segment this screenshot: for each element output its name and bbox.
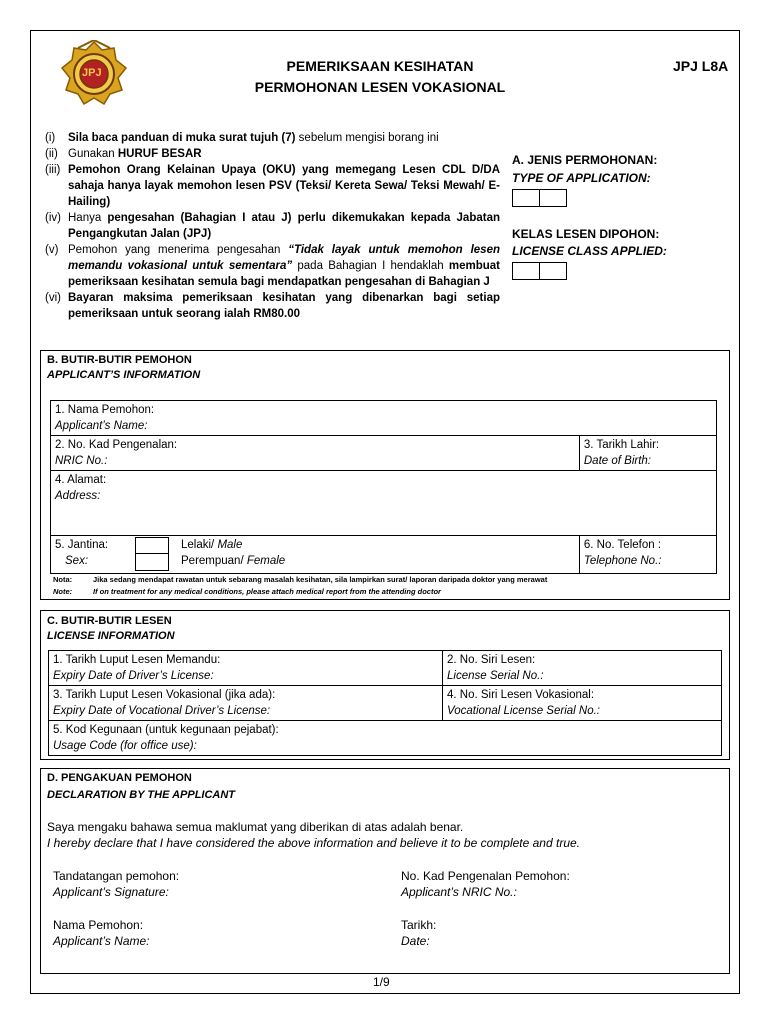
sex-label-en: Sex: [65, 555, 89, 567]
license-info-table [48, 650, 722, 756]
instruction-item [45, 242, 500, 290]
declaration-name-label: Nama Pemohon: [53, 918, 144, 932]
license-expiry-label: 1. Tarikh Luput Lesen Memandu: [53, 654, 221, 666]
instruction-text: Sila baca panduan di muka surat tujuh (7) sebelum mengisi borang ini [68, 132, 439, 144]
note-text: Jika sedang mendapat rawatan untuk sebarang masalah kesihatan, sila lampirkan surat/ laporan daripada doktor yang merawat [93, 575, 548, 584]
section-b-heading-en: APPLICANT’S INFORMATION [47, 369, 201, 381]
applicant-name-label: 1. Nama Pemohon: [55, 404, 155, 416]
license-expiry-label-en: Expiry Date of Driver’s License: [53, 670, 214, 682]
phone-label-en: Telephone No.: [583, 555, 662, 567]
note-label: Nota: [53, 575, 73, 584]
phone-field[interactable] [579, 536, 716, 574]
usage-code-label-en: Usage Code (for office use): [53, 740, 197, 752]
instruction-item [45, 290, 500, 322]
signature-label-en: Applicant’s Signature: [53, 885, 169, 899]
sex-field [51, 536, 580, 574]
applicant-name-label-en: Applicant’s Name: [55, 420, 148, 432]
dob-field[interactable] [579, 436, 716, 471]
instruction-text: Gunakan HURUF BESAR [68, 148, 202, 160]
instruction-number: (iii) [45, 164, 61, 176]
application-type-heading-en: TYPE OF APPLICATION: [512, 171, 651, 185]
female-option: Perempuan/ Female [181, 555, 286, 567]
application-type-heading: A. JENIS PERMOHONAN: [512, 153, 658, 167]
address-field[interactable] [51, 471, 717, 536]
applicant-nric-label-en: Applicant’s NRIC No.: [401, 885, 517, 899]
instruction-text: Bayaran maksima pemeriksaan kesihatan yang dibenarkan bagi setiap pemeriksaan untuk seorang ialah RM80.00 [68, 292, 500, 320]
signature-label: Tandatangan pemohon: [53, 869, 180, 883]
voc-expiry-field[interactable] [49, 686, 443, 721]
applicant-nric-label: No. Kad Pengenalan Pemohon: [401, 869, 570, 883]
instruction-item [45, 162, 500, 210]
instruction-text: Pemohon Orang Kelainan Upaya (OKU) yang memegang Lesen CDL D/DA sahaja hanya layak memohon lesen PSV (Teksi/ Kereta Sewa/ Teksi Mewah/ E-Hailing) [68, 164, 500, 208]
date-label-en: Date: [401, 934, 430, 948]
dob-label: 3. Tarikh Lahir: [583, 439, 660, 451]
nric-field[interactable] [51, 436, 580, 471]
jpj-logo [58, 40, 130, 108]
page-number: 1/9 [373, 975, 390, 989]
instruction-number: (i) [45, 132, 56, 144]
note-text-en: If on treatment for any medical conditions, please attach medical report from the attending doctor [93, 587, 441, 596]
section-d-heading-en: DECLARATION BY THE APPLICANT [47, 789, 236, 801]
usage-code-field[interactable] [49, 721, 722, 756]
license-class-heading-en: LICENSE CLASS APPLIED: [512, 244, 667, 258]
note-label-en: Note: [53, 587, 73, 596]
license-serial-label: 2. No. Siri Lesen: [447, 654, 536, 666]
address-label-en: Address: [55, 490, 101, 502]
instruction-item [45, 146, 500, 162]
section-b-heading: B. BUTIR-BUTIR PEMOHON [47, 354, 192, 366]
usage-code-label: 5. Kod Kegunaan (untuk kegunaan pejabat): [53, 724, 279, 736]
form-title-line2: PERMOHONAN LESEN VOKASIONAL [254, 79, 506, 95]
applicant-info-table [50, 400, 717, 574]
address-label: 4. Alamat: [55, 474, 107, 486]
license-serial-field[interactable] [443, 651, 722, 686]
voc-serial-label-en: Vocational License Serial No.: [447, 705, 600, 717]
nric-label-en: NRIC No.: [55, 455, 108, 467]
male-checkbox[interactable] [135, 537, 169, 554]
instruction-item [45, 130, 500, 146]
declaration-text-en: I hereby declare that I have considered the above information and believe it to be complete and true. [47, 836, 581, 850]
section-c-heading: C. BUTIR-BUTIR LESEN [47, 615, 172, 627]
instruction-number: (v) [45, 244, 59, 256]
instruction-text: Hanya pengesahan (Bahagian I atau J) perlu dikemukakan kepada Jabatan Pengangkutan Jalan (JPJ) [68, 212, 500, 240]
applicant-name-field[interactable] [51, 401, 717, 436]
license-expiry-field[interactable] [49, 651, 443, 686]
license-class-heading: KELAS LESEN DIPOHON: [512, 227, 660, 241]
instruction-number: (vi) [45, 292, 61, 304]
female-checkbox[interactable] [135, 553, 169, 571]
dob-label-en: Date of Birth: [583, 455, 651, 467]
voc-serial-field[interactable] [443, 686, 722, 721]
instructions-list [45, 130, 500, 322]
date-label: Tarikh: [401, 918, 437, 932]
section-d-heading: D. PENGAKUAN PEMOHON [47, 772, 192, 784]
section-c-heading-en: LICENSE INFORMATION [47, 630, 175, 642]
instruction-text: Pemohon yang menerima pengesahan “Tidak layak untuk memohon lesen memandu vokasional untuk sementara” pada Bahagian I hendaklah membuat pemeriksaan kesihatan semula bagi mendapatkan pengesahan di Bahagian J [68, 244, 500, 288]
voc-expiry-label: 3. Tarikh Luput Lesen Vokasional (jika ada): [53, 689, 276, 701]
phone-label: 6. No. Telefon : [583, 539, 662, 551]
instruction-item [45, 210, 500, 242]
form-code: JPJ L8A [673, 58, 729, 74]
nric-label: 2. No. Kad Pengenalan: [55, 439, 178, 451]
instruction-number: (iv) [45, 212, 61, 224]
male-option: Lelaki/ Male [181, 539, 243, 551]
declaration-text: Saya mengaku bahawa semua maklumat yang diberikan di atas adalah benar. [47, 820, 464, 834]
license-class-input[interactable] [512, 262, 566, 280]
logo-lettering: JPJ [82, 67, 102, 79]
sex-label: 5. Jantina: [55, 539, 109, 551]
voc-expiry-label-en: Expiry Date of Vocational Driver’s License: [53, 705, 271, 717]
voc-serial-label: 4. No. Siri Lesen Vokasional: [447, 689, 595, 701]
application-type-input[interactable] [512, 189, 566, 207]
declaration-name-label-en: Applicant’s Name: [53, 934, 150, 948]
instruction-number: (ii) [45, 148, 58, 160]
license-serial-label-en: License Serial No.: [447, 670, 544, 682]
form-title-line1: PEMERIKSAAN KESIHATAN [286, 58, 474, 74]
